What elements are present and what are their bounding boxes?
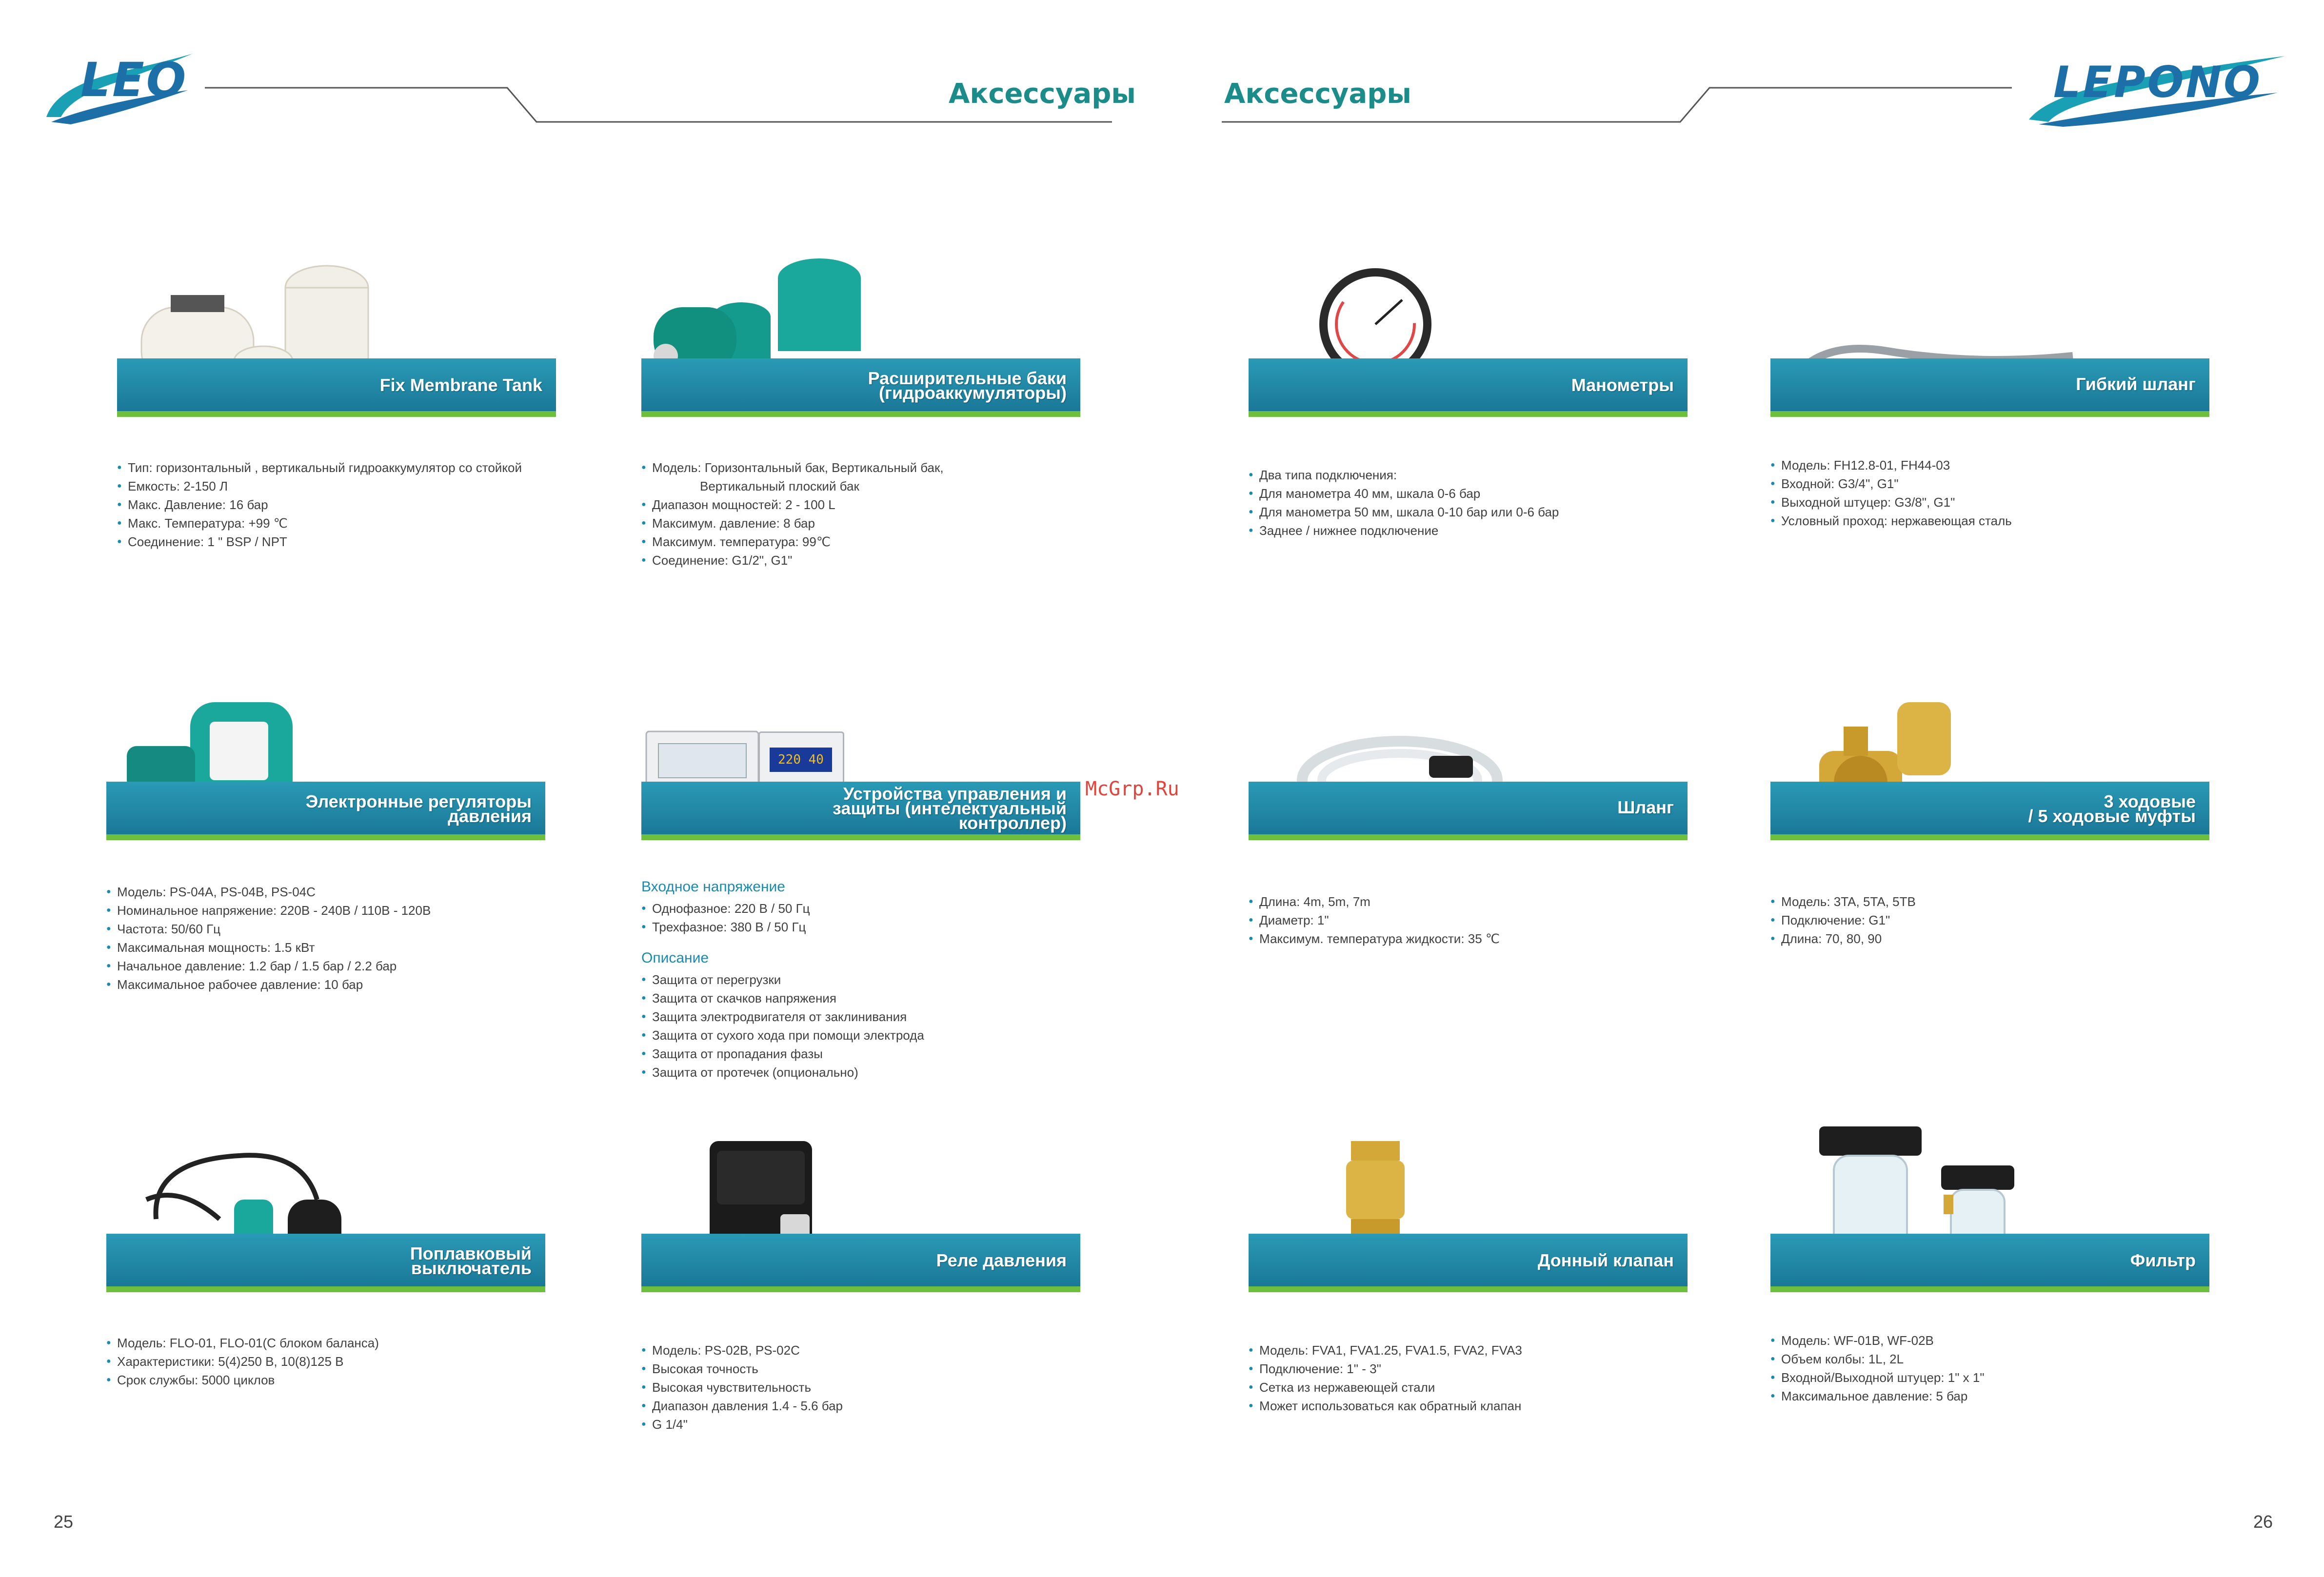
specs-pressure-relay	[641, 1341, 843, 1434]
spec-item: ● Объем колбы: 1L, 2L	[1770, 1350, 1985, 1368]
page-title-right: Аксессуары	[1224, 78, 1411, 110]
spec-item: ● Высокая точность	[641, 1360, 843, 1378]
specs-hose	[1249, 892, 1500, 948]
spec-item: ● Модель: FLO-01, FLO-01(С блоком баланса)	[106, 1334, 379, 1352]
specs-filter	[1770, 1331, 1985, 1405]
spec-item: ● Выходной штуцер: G3/8", G1"	[1770, 493, 2012, 512]
spec-item: ● Модель: PS-02B, PS-02C	[641, 1341, 843, 1360]
specs-couplings	[1770, 892, 1916, 948]
header-rule-right	[1222, 83, 2012, 127]
banner-hose	[1249, 782, 1688, 840]
spec-item: ● Характеристики: 5(4)250 В, 10(8)125 В	[106, 1352, 379, 1371]
spec-item: ● Диаметр: 1"	[1249, 911, 1500, 929]
spec-item: ● Подключение: 1" - 3"	[1249, 1360, 1522, 1378]
spec-item: ● Трехфазное: 380 В / 50 Гц	[641, 918, 924, 936]
spec-item: ● Модель: Горизонтальный бак, Вертикальный бак,	[641, 458, 944, 477]
specs-expansion-tanks	[641, 458, 944, 570]
spec-item: ● Соединение: 1 " BSP / NPT	[117, 532, 522, 551]
spec-item: ● Тип: горизонтальный , вертикальный гидроаккумулятор со стойкой	[117, 458, 522, 477]
spec-item: ● Защита от перегрузки	[641, 970, 924, 989]
spec-item: ● Защита от пропадания фазы	[641, 1045, 924, 1063]
spec-item: ● Длина: 4m, 5m, 7m	[1249, 892, 1500, 911]
controller-lcd-display: 220 40	[770, 748, 832, 772]
banner-title: Фильтр	[2130, 1250, 2196, 1270]
banner-title: Гибкий шланг	[2076, 374, 2196, 394]
banner-manometers	[1249, 358, 1688, 417]
spec-item: ● Длина: 70, 80, 90	[1770, 929, 1916, 948]
banner-filter	[1770, 1234, 2209, 1292]
spec-item: ● Максимум. температура жидкости: 35 ℃	[1249, 929, 1500, 948]
spec-item: ● Входной/Выходной штуцер: 1" x 1"	[1770, 1368, 1985, 1387]
banner-expansion-tanks	[641, 358, 1080, 417]
spec-item: ● Для манометра 40 мм, шкала 0-6 бар	[1249, 484, 1559, 503]
page-number-left: 25	[54, 1512, 74, 1532]
spec-item: ● Условный проход: нержавеющая сталь	[1770, 512, 2012, 530]
leo-logo-text: LEO	[80, 53, 188, 107]
spec-item: ● Диапазон мощностей: 2 - 100 L	[641, 495, 944, 514]
banner-float-switch	[106, 1234, 545, 1292]
spec-item: ● Подключение: G1"	[1770, 911, 1916, 929]
banner-title: Электронные регуляторы давления	[305, 791, 532, 826]
spec-item: ● Может использоваться как обратный клапан	[1249, 1397, 1522, 1415]
specs-manometers	[1249, 466, 1559, 540]
banner-title: Расширительные баки (гидроаккумуляторы)	[868, 368, 1067, 403]
banner-controller	[641, 782, 1080, 840]
voltage-heading: Входное напряжение	[641, 879, 785, 895]
spec-item: ● Максимальная мощность: 1.5 кВт	[106, 938, 431, 957]
spec-item: ● Сетка из нержавеющей стали	[1249, 1378, 1522, 1397]
spec-item: ● Емкость: 2-150 Л	[117, 477, 522, 495]
spec-item: ● Макс. Давление: 16 бар	[117, 495, 522, 514]
spec-item: ● Заднее / нижнее подключение	[1249, 521, 1559, 540]
banner-title: Манометры	[1571, 375, 1674, 395]
specs-controller	[641, 878, 924, 1082]
banner-title: Реле давления	[936, 1250, 1067, 1270]
specs-fix-tank	[117, 458, 522, 551]
spec-item: ● Защита от протечек (опционально)	[641, 1063, 924, 1082]
banner-pressure-regulators	[106, 782, 545, 840]
lepono-logo-text: LEPONO	[2053, 57, 2262, 107]
spec-item: ● Модель: PS-04A, PS-04B, PS-04C	[106, 883, 431, 901]
spec-item: ● Начальное давление: 1.2 бар / 1.5 бар / 2.2 бар	[106, 957, 431, 975]
description-heading: Описание	[641, 950, 709, 966]
spec-item: ● G 1/4"	[641, 1415, 843, 1434]
banner-foot-valve	[1249, 1234, 1688, 1292]
leo-logo	[41, 44, 198, 127]
banner-title: Донный клапан	[1537, 1250, 1674, 1270]
spec-item: ● Защита электродвигателя от заклинивания	[641, 1007, 924, 1026]
watermark-text: McGrp.Ru	[1085, 778, 1179, 800]
spec-item: ● Модель: WF-01B, WF-02B	[1770, 1331, 1985, 1350]
lepono-logo	[2019, 46, 2292, 129]
spec-item: ● Максимальное рабочее давление: 10 бар	[106, 975, 431, 994]
spec-item: ● Для манометра 50 мм, шкала 0-10 бар или 0-6 бар	[1249, 503, 1559, 521]
specs-foot-valve	[1249, 1341, 1522, 1415]
spec-item: ● Номинальное напряжение: 220В - 240В / 110В - 120В	[106, 901, 431, 920]
spec-item: ● Диапазон давления 1.4 - 5.6 бар	[641, 1397, 843, 1415]
spec-item: ● Срок службы: 5000 циклов	[106, 1371, 379, 1389]
page-title-left: Аксессуары	[949, 78, 1136, 110]
banner-pressure-relay	[641, 1234, 1080, 1292]
specs-pressure-regulators	[106, 883, 431, 994]
banner-flex-hose	[1770, 358, 2209, 417]
spec-item: ● Максимум. температура: 99℃	[641, 532, 944, 551]
spec-item: ● Защита от скачков напряжения	[641, 989, 924, 1007]
spec-item: ● Частота: 50/60 Гц	[106, 920, 431, 938]
spec-item: ● Два типа подключения:	[1249, 466, 1559, 484]
spec-item: ● Высокая чувствительность	[641, 1378, 843, 1397]
spec-item: ● Соединение: G1/2", G1"	[641, 551, 944, 570]
banner-title: Поплавковый выключатель	[410, 1243, 532, 1278]
banner-couplings	[1770, 782, 2209, 840]
banner-title: 3 ходовые / 5 ходовые муфты	[2028, 791, 2196, 826]
spec-item: ● Максимум. давление: 8 бар	[641, 514, 944, 532]
spec-item: ● Максимальное давление: 5 бар	[1770, 1387, 1985, 1405]
spec-item: ● Макс. Температура: +99 ℃	[117, 514, 522, 532]
spec-item: Вертикальный плоский бак	[700, 479, 859, 493]
page-number-right: 26	[2253, 1512, 2273, 1532]
banner-fix-tank	[117, 358, 556, 417]
banner-title: Устройства управления и защиты (интелектуальный контроллер)	[833, 784, 1067, 833]
spec-item: ● Защита от сухого хода при помощи электрода	[641, 1026, 924, 1045]
specs-flex-hose	[1770, 456, 2012, 530]
spec-item: ● Модель: FH12.8-01, FH44-03	[1770, 456, 2012, 474]
spec-item: ● Модель: 3TA, 5TA, 5TB	[1770, 892, 1916, 911]
spec-item: ● Однофазное: 220 В / 50 Гц	[641, 899, 924, 918]
spec-item: ● Входной: G3/4", G1"	[1770, 474, 2012, 493]
banner-title: Шланг	[1617, 797, 1674, 817]
spec-item: ● Модель: FVA1, FVA1.25, FVA1.5, FVA2, FVA3	[1249, 1341, 1522, 1360]
specs-float-switch	[106, 1334, 379, 1389]
banner-title: Fix Membrane Tank	[379, 375, 542, 395]
